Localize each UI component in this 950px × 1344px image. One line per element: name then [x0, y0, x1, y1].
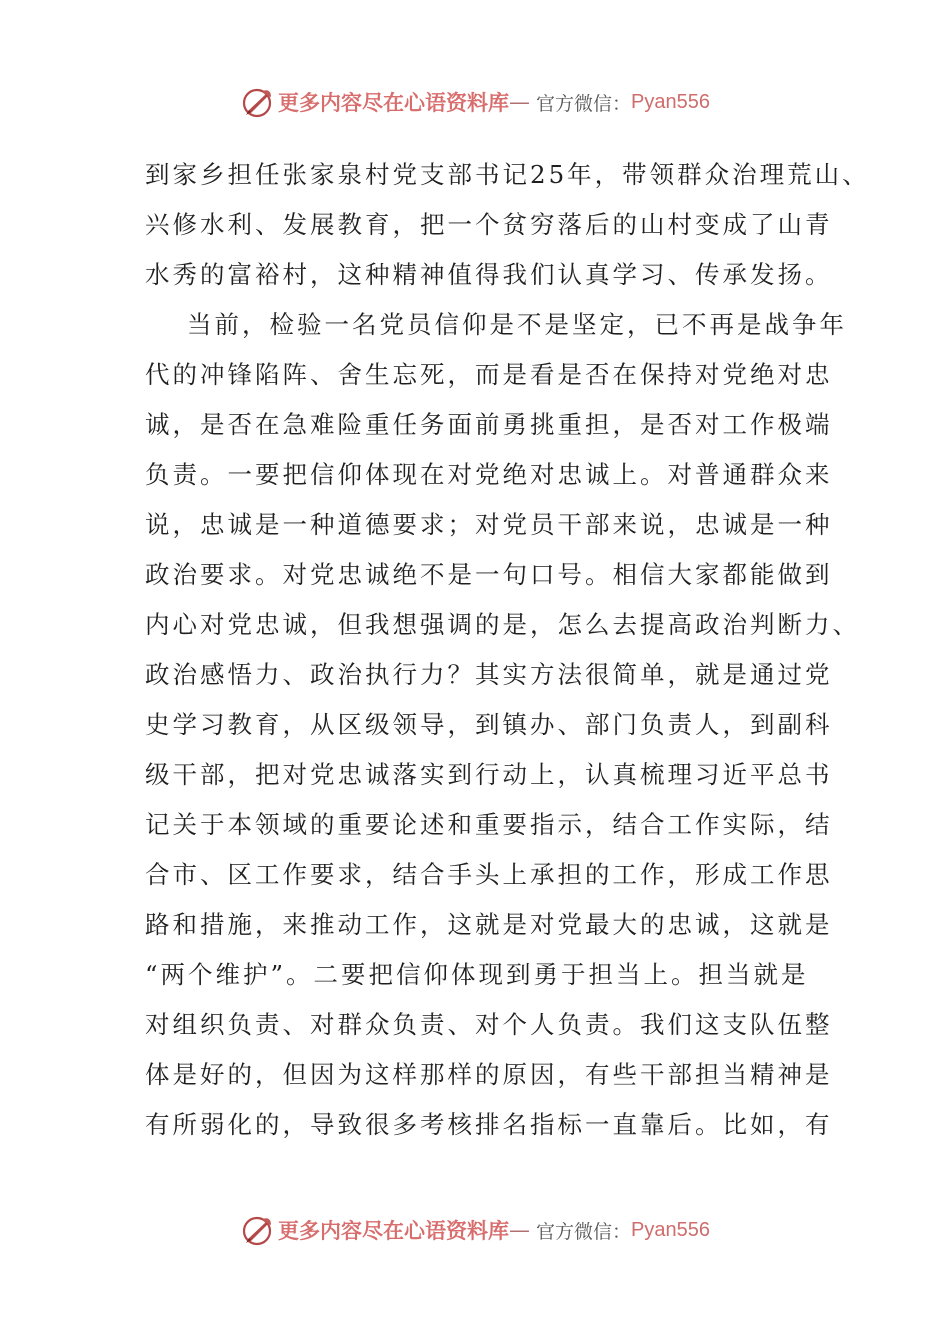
text-line: 体是好的，但因为这样那样的原因，有些干部担当精神是	[145, 1060, 833, 1089]
header-wechat-label: 官方微信：	[536, 92, 632, 115]
footer-banner	[0, 1210, 950, 1250]
text-line: 合市、区工作要求，结合手头上承担的工作，形成工作思	[145, 860, 833, 889]
text-line: 说，忠诚是一种道德要求；对党员干部来说，忠诚是一种	[145, 510, 833, 539]
document-body	[145, 150, 870, 1150]
text-line: 政治要求。对党忠诚绝不是一句口号。相信大家都能做到	[145, 560, 833, 589]
text-line: 到家乡担任张家泉村党支部书记25年，带领群众治理荒山、	[145, 160, 870, 189]
text-line: 级干部，把对党忠诚落实到行动上，认真梳理习近平总书	[145, 760, 833, 789]
paragraph-start-line: 当前，检验一名党员信仰是不是坚定，已不再是战争年	[187, 310, 847, 339]
text-line: “两个维护”。二要把信仰体现到勇于担当上。担当就是	[145, 960, 809, 989]
header-slogan: 更多内容尽在心语资料库	[278, 90, 509, 115]
text-line: 负责。一要把信仰体现在对党绝对忠诚上。对普通群众来	[145, 460, 833, 489]
header-banner	[0, 82, 950, 122]
text-line: 代的冲锋陷阵、舍生忘死，而是看是否在保持对党绝对忠	[145, 360, 833, 389]
text-line: 诚，是否在急难险重任务面前勇挑重担，是否对工作极端	[145, 410, 833, 439]
header-separator: —	[509, 90, 530, 114]
text-line: 有所弱化的，导致很多考核排名指标一直靠后。比如，有	[145, 1110, 833, 1139]
footer-wechat-label: 官方微信：	[536, 1220, 632, 1243]
quill-pen-logo-icon	[240, 85, 274, 119]
header-wechat-id: Pyan556	[631, 90, 710, 113]
text-line: 水秀的富裕村，这种精神值得我们认真学习、传承发扬。	[145, 260, 833, 289]
text-line: 内心对党忠诚，但我想强调的是，怎么去提高政治判断力、	[145, 610, 860, 639]
text-line: 路和措施，来推动工作，这就是对党最大的忠诚，这就是	[145, 910, 833, 939]
footer-separator: —	[509, 1218, 530, 1242]
text-line: 史学习教育，从区级领导，到镇办、部门负责人，到副科	[145, 710, 833, 739]
text-line: 兴修水利、发展教育，把一个贫穷落后的山村变成了山青	[145, 210, 833, 239]
text-line: 对组织负责、对群众负责、对个人负责。我们这支队伍整	[145, 1010, 833, 1039]
quill-pen-logo-icon	[240, 1213, 274, 1247]
footer-slogan: 更多内容尽在心语资料库	[278, 1218, 509, 1243]
text-line: 记关于本领域的重要论述和重要指示，结合工作实际，结	[145, 810, 833, 839]
footer-wechat-id: Pyan556	[631, 1218, 710, 1241]
text-line: 政治感悟力、政治执行力？其实方法很简单，就是通过党	[145, 660, 833, 689]
